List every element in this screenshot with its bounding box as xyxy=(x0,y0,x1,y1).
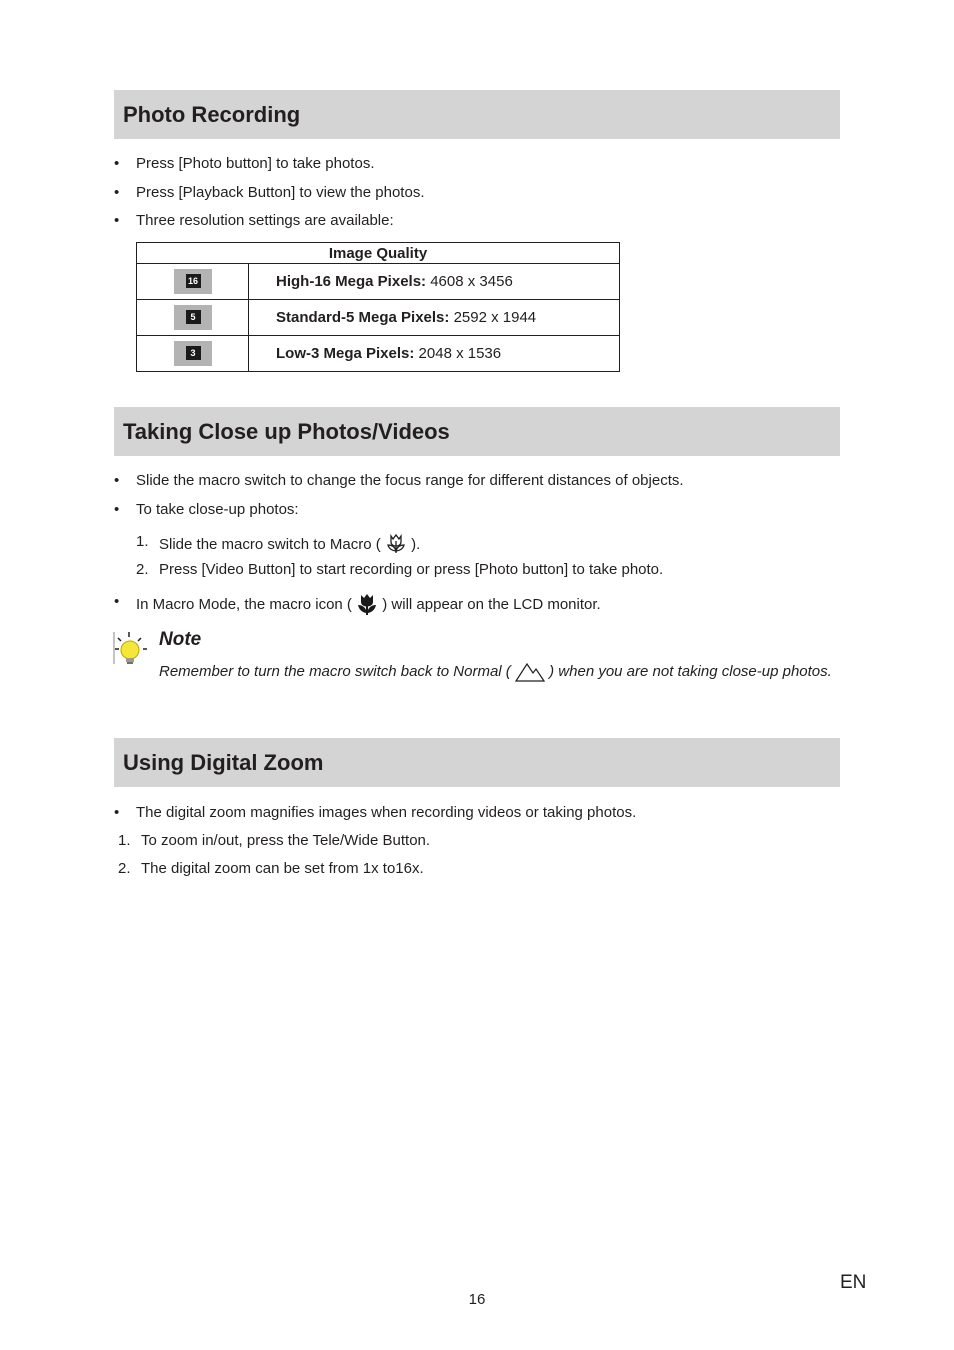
step-text-end: ). xyxy=(411,535,421,553)
quality-value: 2048 x 1536 xyxy=(418,345,502,362)
section-title-close-up: Taking Close up Photos/Videos xyxy=(114,407,840,456)
step-number: 1. xyxy=(118,832,131,849)
bullet-marker: • xyxy=(114,804,120,821)
bullet-marker: • xyxy=(114,593,120,610)
step-number: 2. xyxy=(118,860,131,877)
step-number: 1. xyxy=(136,533,149,550)
table-row xyxy=(137,264,620,300)
bullet-text: Slide the macro switch to change the focus range for different distances of objects. xyxy=(136,472,684,489)
bullet-text xyxy=(136,593,601,617)
step-number: 2. xyxy=(136,561,149,578)
bullet-marker: • xyxy=(114,184,120,201)
quality-label: Low-3 Mega Pixels: xyxy=(276,345,415,362)
note-title: Note xyxy=(159,629,202,650)
bullet-text-start: In Macro Mode, the macro icon ( xyxy=(136,595,352,613)
table-header-row xyxy=(137,243,620,264)
page-number: 16 xyxy=(468,1291,486,1308)
step-text: To zoom in/out, press the Tele/Wide Button. xyxy=(141,832,431,849)
icon-label: 5 xyxy=(186,310,201,324)
bullet-marker: • xyxy=(114,501,120,518)
step-text xyxy=(159,533,420,557)
icon-label: 16 xyxy=(186,274,201,288)
icon-label: 3 xyxy=(186,346,201,360)
bullet-text-end: ) will appear on the LCD monitor. xyxy=(382,595,601,613)
section-title-digital-zoom: Using Digital Zoom xyxy=(114,738,840,787)
quality-label: Standard-5 Mega Pixels: xyxy=(276,309,450,326)
image-quality-table xyxy=(136,242,620,372)
resolution-5m-icon xyxy=(174,305,212,330)
quality-value: 4608 x 3456 xyxy=(430,273,513,290)
macro-filled-icon xyxy=(356,593,378,617)
bullet-text: The digital zoom magnifies images when recording videos or taking photos. xyxy=(136,804,637,821)
note-text xyxy=(159,661,839,683)
bullet-text: Three resolution settings are available: xyxy=(136,212,394,229)
bullet-marker: • xyxy=(114,212,120,229)
bullet-text: To take close-up photos: xyxy=(136,501,299,518)
table-row xyxy=(137,336,620,372)
resolution-16m-icon xyxy=(174,269,212,294)
section-title-photo-recording: Photo Recording xyxy=(114,90,840,139)
language-label: EN xyxy=(840,1272,867,1293)
bullet-text: Press [Photo button] to take photos. xyxy=(136,155,375,172)
mountain-normal-icon xyxy=(515,661,545,683)
bullet-marker: • xyxy=(114,155,120,172)
step-text-start: Slide the macro switch to Macro ( xyxy=(159,535,381,553)
note-text-end: ) when you are not taking close-up photos. xyxy=(549,662,832,680)
quality-label: High-16 Mega Pixels: xyxy=(276,273,427,290)
note-text-start: Remember to turn the macro switch back to Normal ( xyxy=(159,662,511,680)
step-text: Press [Video Button] to start recording or press [Photo button] to take photo. xyxy=(159,561,664,578)
macro-outline-icon xyxy=(385,533,407,557)
lightbulb-icon xyxy=(112,630,148,666)
step-text: The digital zoom can be set from 1x to16x. xyxy=(141,860,424,877)
resolution-3m-icon xyxy=(174,341,212,366)
quality-value: 2592 x 1944 xyxy=(453,309,537,326)
bullet-text: Press [Playback Button] to view the photos. xyxy=(136,184,425,201)
table-header: Image Quality xyxy=(137,243,620,264)
bullet-marker: • xyxy=(114,472,120,489)
table-row xyxy=(137,300,620,336)
